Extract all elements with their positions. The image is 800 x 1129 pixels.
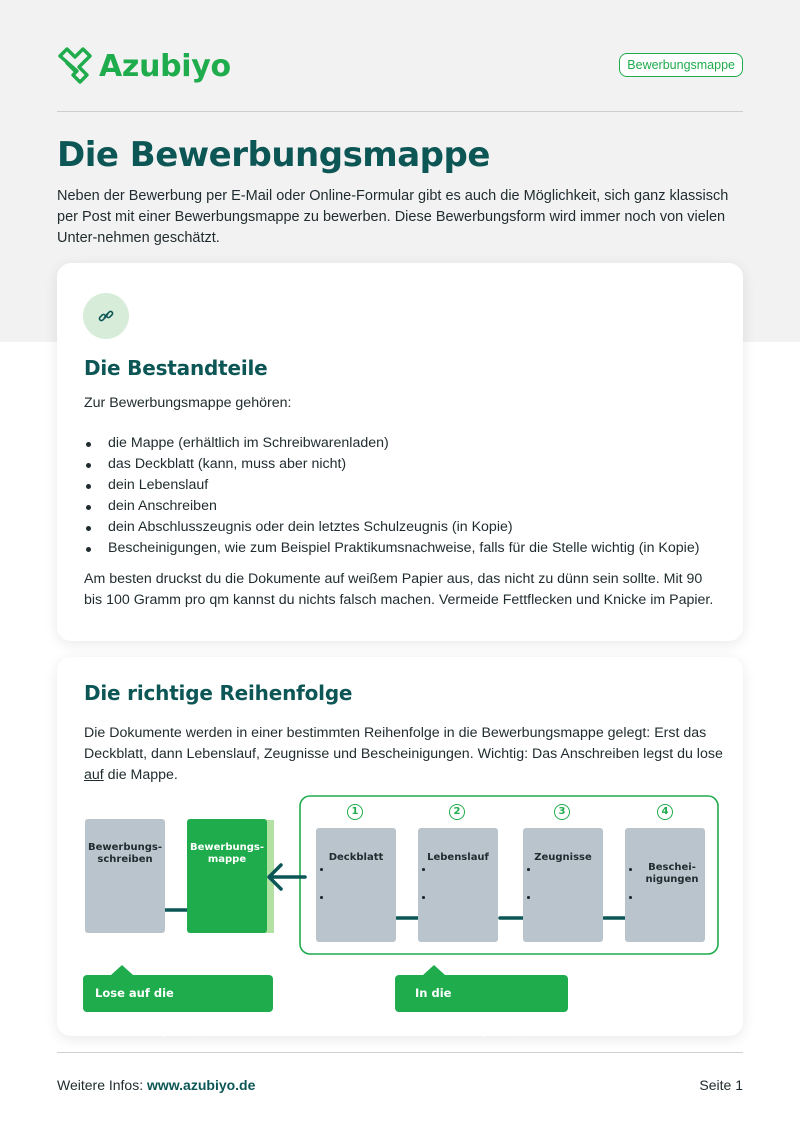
anschreiben-label: Bewerbungs- schreiben [87,842,162,865]
bullet-dot [629,868,632,871]
list-item: das Deckblatt (kann, muss aber nicht) [84,454,699,475]
logo[interactable] [57,46,231,86]
order-text-part: die Mappe. [103,767,178,783]
azubiyo-logo-icon [57,46,93,86]
header-divider [57,111,743,112]
list-item: die Mappe (erhältlich im Schreibwarenladen) [84,433,699,454]
order-card [57,657,743,1036]
footer-info [57,1077,255,1093]
intro-text: Neben der Bewerbung per E-Mail oder Online-Formular gibt es auch die Möglichkeit, sich ganz klassisch per Post mit einer Bewerbungsmappe zu bewerben. Diese Bewerbungsform wird immer noch von vielen Unter-nehmen geschätzt. [57,188,729,246]
zeugnisse-document [523,828,603,942]
page-header [57,46,743,88]
list-item: Bescheinigungen, wie zum Beispiel Praktikumsnachweise, falls für die Stelle wichtig (in Kopie) [84,538,699,559]
bullet-dot [422,896,425,899]
anschreiben-document [85,819,165,933]
badge-in-mappe: In die Bewerbungsmappe [395,975,568,1012]
lebenslauf-label: Lebenslauf [427,852,489,863]
deckblatt-label: Deckblatt [328,852,384,863]
list-item: dein Lebenslauf [84,475,699,496]
bescheinigungen-document [625,828,705,942]
bullet-dot [629,896,632,899]
step-number: 3 [554,804,570,820]
list-item: dein Anschreiben [84,496,699,517]
bullet-dot [527,868,530,871]
bullet-dot [527,896,530,899]
components-list [84,433,699,559]
page-number: Seite 1 [699,1077,743,1093]
step-number: 2 [449,804,465,820]
link-icon [83,293,129,339]
components-lead: Zur Bewerbungsmappe gehören: [84,395,292,411]
topic-tag: Bewerbungsmappe [619,53,743,77]
order-text-underlined: auf [84,767,104,783]
list-item: dein Abschlusszeugnis oder dein letztes Schulzeugnis (in Kopie) [84,517,699,538]
footer-divider [57,1052,743,1053]
step-number: 4 [657,804,673,820]
bullet-dot [320,896,323,899]
order-text-part: Die Dokumente werden in einer bestimmten Reihenfolge in die Bewerbungsmappe gelegt: Erst das Deckblatt, dann Lebenslauf, Zeugnisse und Bescheinigungen. Wichtig: Das Anschreiben legst du lose [84,725,723,762]
mappe-document [187,819,267,933]
footer-url-link[interactable]: www.azubiyo.de [147,1077,256,1093]
zeugnisse-label: Zeugnisse [534,852,592,863]
components-closing: Am besten druckst du die Dokumente auf weißem Papier aus, das nicht zu dünn sein sollte. Mit 90 bis 100 Gramm pro qm kannst du nichts falsch machen. Vermeide Fettflecken und Knicke im Papier. [84,571,714,608]
deckblatt-document [316,828,396,942]
brand-name: Azubiyo [99,48,231,84]
bullet-dot [422,868,425,871]
components-heading: Die Bestandteile [84,356,268,380]
page-title: Die Bewerbungsmappe [57,135,490,175]
step-number: 1 [347,804,363,820]
bescheinigungen-label: Beschei- nigungen [645,862,699,885]
components-card [57,263,743,641]
bullet-dot [320,868,323,871]
lebenslauf-document [418,828,498,942]
footer-label: Weitere Infos: [57,1077,148,1093]
order-diagram [57,657,743,1036]
badge-lose: Lose auf die Bewerbungsmappe [83,975,273,1012]
order-heading: Die richtige Reihenfolge [84,681,353,705]
mappe-label: Bewerbungs- mappe [189,842,264,865]
